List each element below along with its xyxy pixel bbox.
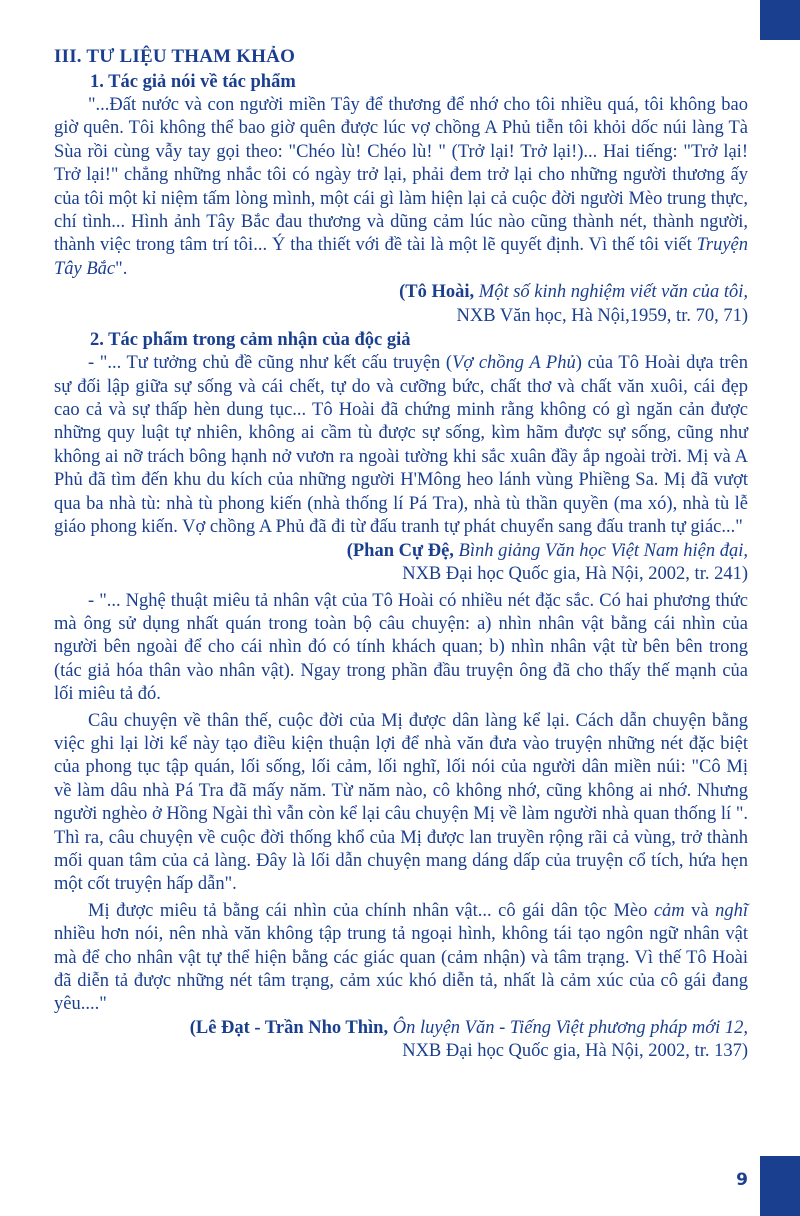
- citation-to-hoai: [54, 281, 748, 328]
- emphasis-nghi: nghĩ: [715, 900, 748, 921]
- reader-quote-1: [54, 352, 748, 539]
- citation-author: (Phan Cự Đệ,: [346, 540, 454, 561]
- emphasis-cam: cảm: [653, 900, 685, 921]
- author-quote-text: "...Đất nước và con người miền Tây để thương để nhớ cho tôi nhiều quá, tôi không bao giờ quên. Tôi không thể bao giờ quên được lúc vợ chồng A Phủ tiễn tôi khỏi dốc núi làng Tà Sùa rồi cùng vẫy tay gọi theo: "Chéo lù! Chéo lù! " (Trở lại! Trở lại!)... Hai tiếng: "Trở lại! Trở lại!" chẳng những nhắc tôi có ngày trở lại, phải đem trở lại cho những người thương ấy của tôi một kỉ niệm tấm lòng mình, một cái gì làm hiện lại cả cuộc đời người Mèo trung thực, chí tình... Hình ảnh Tây Bắc đau thương và dũng cảm lúc nào cũng thành nét, thành người, thành việc trong tâm trí tôi... Ý tha thiết với đề tài là một lẽ quyết định. Vì thế tôi viết: [54, 95, 748, 256]
- author-quote-title: Truyện Tây Bắc: [54, 235, 748, 279]
- citation-publisher: NXB Đại học Quốc gia, Hà Nội, 2002, tr. 137): [402, 1041, 748, 1062]
- citation-author: (Lê Đạt - Trần Nho Thìn,: [189, 1017, 389, 1038]
- paragraph-text: Mị được miêu tả bằng cái nhìn của chính nhân vật... cô gái dân tộc Mèo: [88, 900, 654, 921]
- page-corner-tab: [760, 1156, 800, 1216]
- reader-quote-1-title: Vợ chồng A Phủ: [452, 353, 576, 374]
- reader-quote-2-paragraph-1: - "... Nghệ thuật miêu tả nhân vật của Tô Hoài có nhiều nét đặc sắc. Có hai phương thức mà ông sử dụng nhất quán trong toàn bộ câu chuyện: a) nhìn nhân vật bằng cái nhìn của người bên ngoài để cho cái nhìn đó có tính khách quan; b) nhìn nhân vật từ bên bên trong (tác giả hóa thân vào nhân vật). Ngay trong phần đầu truyện ông đã cho thấy thế mạnh của lối miêu tả đó.: [54, 590, 748, 705]
- subsection-heading-author-on-work: 1. Tác giả nói về tác phẩm: [90, 72, 296, 92]
- reader-quote-1-start: - "... Tư tưởng chủ đề cũng như kết cấu truyện (: [88, 353, 453, 374]
- citation-le-dat-tran-nho-thin: [54, 1017, 748, 1064]
- subsection-heading-reader-reception: 2. Tác phẩm trong cảm nhận của độc giả: [90, 330, 411, 351]
- citation-work: Một số kinh nghiệm viết văn của tôi,: [478, 282, 748, 303]
- citation-work: Ôn luyện Văn - Tiếng Việt phương pháp mới 12,: [392, 1017, 748, 1038]
- citation-publisher: NXB Văn học, Hà Nội,1959, tr. 70, 71): [456, 305, 748, 326]
- reader-quote-2-paragraph-3: [54, 900, 748, 1017]
- citation-phan-cu-de: [54, 540, 748, 587]
- page-corner-tab: [760, 0, 800, 40]
- citation-work: Bình giảng Văn học Việt Nam hiện đại,: [458, 540, 748, 561]
- reader-quote-2-paragraph-2: Câu chuyện về thân thế, cuộc đời của Mị được dân làng kể lại. Cách dẫn chuyện bằng việc ghi lại lời kể này tạo điều kiện thuận lợi để nhà văn đưa vào truyện những nét đặc biệt của phong tục tập quán, lối sống, lối cảm, lối nghĩ, lối nói của người dân miền núi: "Cô Mị về làm dâu nhà Pá Tra đã mấy năm. Từ năm nào, cô không nhớ, cũng không ai nhớ. Nhưng người nghèo ở Hồng Ngài thì vẫn còn kể lại câu chuyện Mị về làm người nhà quan thống lí ". Thì ra, câu chuyện về cuộc đời thống khổ của Mị được lan truyền rộng rãi cả vùng, trở thành mối quan tâm của cả làng. Đây là lối dẫn chuyện mang dáng dấp của truyện cổ tích, hứa hẹn một cốt truyện hấp dẫn".: [54, 710, 748, 895]
- paragraph-text: và: [684, 900, 716, 921]
- citation-publisher: NXB Đại học Quốc gia, Hà Nội, 2002, tr. 241): [402, 564, 748, 584]
- author-quote: [54, 94, 748, 281]
- author-quote-end: ".: [115, 258, 128, 279]
- paragraph-text: nhiều hơn nói, nên nhà văn không tập trung tả ngoại hình, không tái tạo ngôn ngữ nhân vật mà để cho nhân vật tự thể hiện bằng các giác quan (cảm nhận) và tâm trạng. Vì thế Tô Hoài đã diễn tả được những nét tâm trạng, cảm xúc khó diễn tả, nhất là cảm xúc của cô gái đang yêu....": [54, 924, 748, 1015]
- citation-author: (Tô Hoài,: [399, 282, 475, 303]
- page-number: 9: [736, 1170, 748, 1190]
- section-heading: III. TƯ LIỆU THAM KHẢO: [54, 46, 296, 67]
- reader-quote-1-text: ) của Tô Hoài dựa trên sự đối lập giữa sự sống và cái chết, tự do và cưỡng bức, chất thơ và chất văn xuôi, cái đẹp cao cả và sự thấp hèn dung tục... Tô Hoài đã chứng minh rằng không có gì ngăn cản được những quy luật tự nhiên, không ai cầm tù được sự sống, kìm hãm được sự sống, cũng như không ai nỡ trách bông hạnh nở vươn ra ngoài tường khi sắc xuân đầy ắp ngoài trời. Mị và A Phủ đã tìm đến khu du kích của những người H'Mông heo lánh vùng Phiềng Sa. Mị đã vượt qua ba nhà tù: nhà tù phong kiến (nhà thống lí Pá Tra), nhà tù thần quyền (ma xó), nhà tù lễ giáo phong kiến. Vợ chồng A Phủ đã đi từ đấu tranh tự phát chuyển sang đấu tranh tự giác...": [54, 353, 748, 538]
